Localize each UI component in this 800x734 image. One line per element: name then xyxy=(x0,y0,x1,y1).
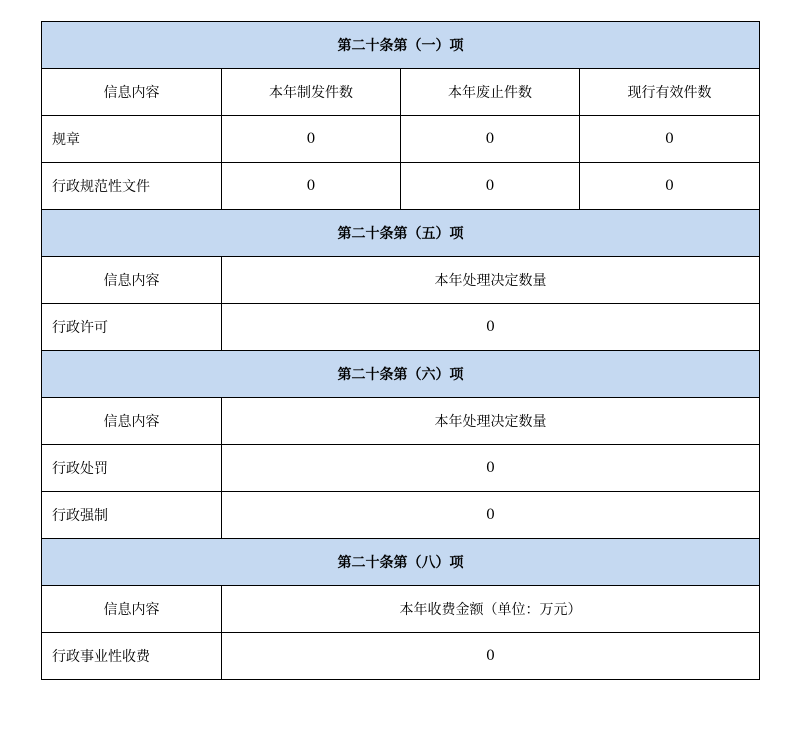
value-cell: 0 xyxy=(580,163,760,210)
column-header-info: 信息内容 xyxy=(42,398,222,445)
value-cell: 0 xyxy=(222,492,760,539)
table-row xyxy=(42,116,760,163)
section-title: 第二十条第（五）项 xyxy=(42,210,760,257)
table-row xyxy=(42,633,760,680)
section-header-row xyxy=(42,22,760,69)
column-header-decisions: 本年处理决定数量 xyxy=(222,398,760,445)
column-header-row xyxy=(42,69,760,116)
column-header-info: 信息内容 xyxy=(42,257,222,304)
table-row xyxy=(42,492,760,539)
column-header-info: 信息内容 xyxy=(42,69,222,116)
column-header-issued: 本年制发件数 xyxy=(222,69,401,116)
column-header-effective: 现行有效件数 xyxy=(580,69,760,116)
section-title: 第二十条第（八）项 xyxy=(42,539,760,586)
column-header-row xyxy=(42,398,760,445)
section-header-row xyxy=(42,539,760,586)
column-header-fee-amount: 本年收费金额（单位：万元） xyxy=(222,586,760,633)
column-header-info: 信息内容 xyxy=(42,586,222,633)
column-header-row xyxy=(42,586,760,633)
value-cell: 0 xyxy=(222,633,760,680)
row-label: 行政规范性文件 xyxy=(42,163,222,210)
table-row xyxy=(42,304,760,351)
row-label: 行政许可 xyxy=(42,304,222,351)
row-label: 行政事业性收费 xyxy=(42,633,222,680)
row-label: 行政处罚 xyxy=(42,445,222,492)
value-cell: 0 xyxy=(401,163,580,210)
section-header-row xyxy=(42,210,760,257)
section-title: 第二十条第（一）项 xyxy=(42,22,760,69)
column-header-repealed: 本年废止件数 xyxy=(401,69,580,116)
value-cell: 0 xyxy=(222,163,401,210)
table-row xyxy=(42,445,760,492)
row-label: 行政强制 xyxy=(42,492,222,539)
column-header-decisions: 本年处理决定数量 xyxy=(222,257,760,304)
row-label: 规章 xyxy=(42,116,222,163)
column-header-row xyxy=(42,257,760,304)
section-title: 第二十条第（六）项 xyxy=(42,351,760,398)
value-cell: 0 xyxy=(222,445,760,492)
section-header-row xyxy=(42,351,760,398)
value-cell: 0 xyxy=(580,116,760,163)
value-cell: 0 xyxy=(222,116,401,163)
value-cell: 0 xyxy=(401,116,580,163)
disclosure-table xyxy=(41,21,760,680)
value-cell: 0 xyxy=(222,304,760,351)
table-row xyxy=(42,163,760,210)
